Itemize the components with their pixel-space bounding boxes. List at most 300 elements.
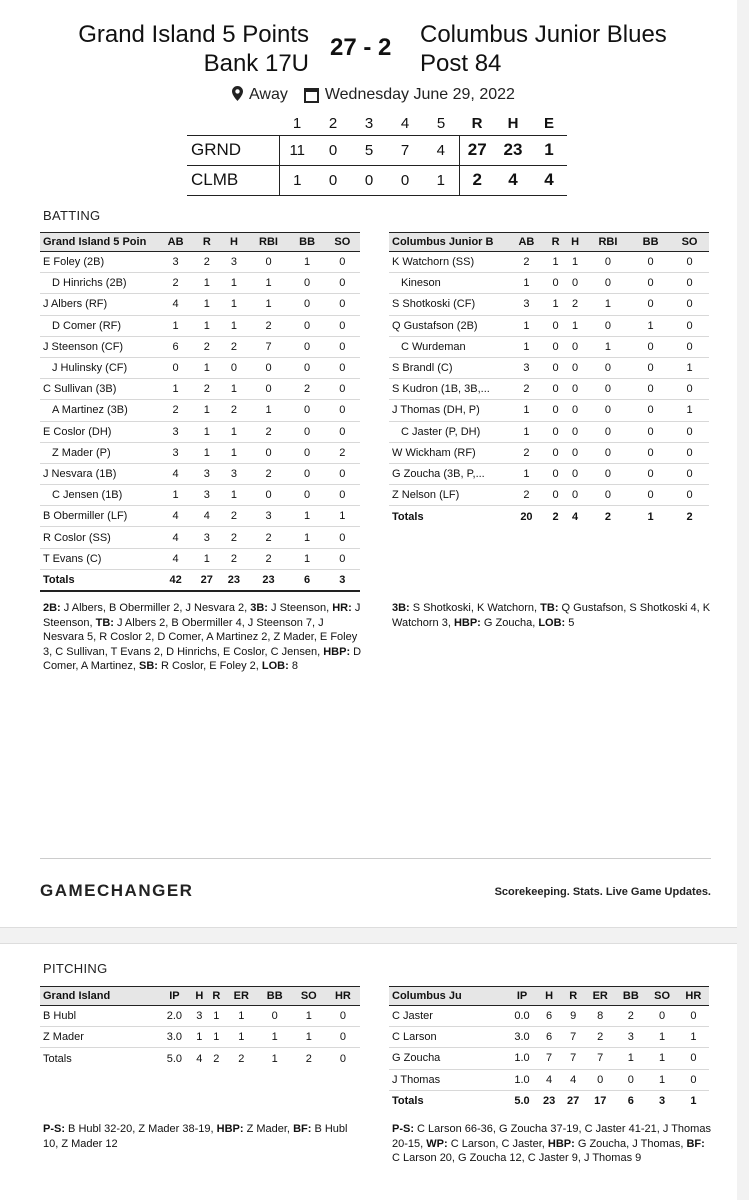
- totals-cell: 23: [542, 1095, 556, 1108]
- table-row: [389, 252, 709, 273]
- away-batting-notes: [392, 601, 712, 630]
- stat-cell: 0: [670, 336, 709, 357]
- totals-cell: 3: [659, 1095, 666, 1108]
- calendar-icon: [304, 88, 319, 103]
- totals-label: Totals: [40, 569, 158, 590]
- stat-cell: 0: [565, 400, 584, 421]
- player-name: Z Nelson (LF): [389, 485, 507, 506]
- stat-col-header: AB: [158, 233, 193, 252]
- stat-cell: 0: [290, 442, 325, 463]
- table-row: [40, 357, 360, 378]
- player-name: C Jaster (P, DH): [389, 421, 507, 442]
- stat-cell: 0: [325, 252, 360, 273]
- totals-row: [389, 1090, 709, 1111]
- linescore-runs: 27: [459, 135, 495, 165]
- gamechanger-logo: GAMECHANGER: [40, 881, 194, 900]
- linescore-team: GRND: [187, 135, 279, 165]
- stat-col-header: H: [565, 233, 584, 252]
- stat-cell: 1: [670, 400, 709, 421]
- note-key: HBP:: [547, 1137, 575, 1150]
- linescore-hits: 23: [495, 135, 531, 165]
- stat-cell: 1: [670, 357, 709, 378]
- stat-col-header: SO: [670, 233, 709, 252]
- totals-cell: 2: [238, 1052, 245, 1065]
- home-batting-table: [40, 232, 360, 592]
- totals-cell: 4: [571, 510, 579, 523]
- stat-cell: 0: [670, 273, 709, 294]
- stat-cell: 3: [193, 463, 220, 484]
- stat-cell: 2: [193, 379, 220, 400]
- stat-col-header: SO: [646, 987, 677, 1006]
- totals-label: Totals: [392, 1095, 424, 1108]
- stat-col-header: R: [561, 987, 585, 1006]
- stat-cell: 0: [670, 463, 709, 484]
- table-row: [389, 400, 709, 421]
- stat-cell: 0: [325, 463, 360, 484]
- stat-cell: 0: [546, 379, 565, 400]
- stat-cell: 1: [248, 400, 290, 421]
- table-row: [389, 273, 709, 294]
- note-key: BF:: [686, 1137, 705, 1150]
- stat-cell: 1: [678, 1027, 709, 1048]
- totals-cell: 17: [594, 1095, 607, 1108]
- stat-cell: 0: [546, 485, 565, 506]
- stat-cell: 1: [208, 1027, 225, 1048]
- stat-cell: 1: [646, 1027, 677, 1048]
- home-team-line1: Grand Island 5 Points: [78, 21, 309, 48]
- linescore-header-row: [187, 113, 567, 135]
- table-row: [40, 485, 360, 506]
- totals-cell: 2: [552, 510, 559, 523]
- stat-cell: 0: [585, 400, 631, 421]
- player-name: C Jensen (1B): [40, 485, 158, 506]
- stat-col-header: HR: [678, 987, 709, 1006]
- stat-cell: 2: [507, 485, 546, 506]
- totals-label: Totals: [392, 510, 424, 523]
- table-row: [389, 1048, 709, 1069]
- stat-cell: 1: [507, 336, 546, 357]
- stat-cell: 1: [292, 1006, 326, 1027]
- note-key: TB:: [95, 616, 114, 629]
- stat-col-header: RBI: [585, 233, 631, 252]
- stat-cell: 0: [290, 294, 325, 315]
- stat-cell: 0: [585, 1069, 615, 1090]
- stat-cell: 0: [565, 485, 584, 506]
- linescore-col-header: E: [543, 115, 554, 133]
- stat-col-header: R: [208, 987, 225, 1006]
- stat-cell: 4: [158, 527, 193, 548]
- stat-cell: 1: [193, 357, 220, 378]
- player-name: J Albers (RF): [40, 294, 158, 315]
- player-name: J Thomas (DH, P): [389, 400, 507, 421]
- stat-cell: 2: [248, 548, 290, 569]
- stat-col-header: IP: [158, 987, 191, 1006]
- stat-cell: 1: [646, 1069, 677, 1090]
- stat-cell: 0: [325, 421, 360, 442]
- stat-cell: 1: [507, 273, 546, 294]
- linescore-hits: 4: [495, 165, 531, 195]
- table-row: [389, 315, 709, 336]
- note-key: HBP:: [323, 645, 351, 658]
- stat-col-header: Grand Island: [40, 987, 158, 1006]
- stat-cell: 6: [537, 1006, 561, 1027]
- stat-cell: 0: [615, 1069, 646, 1090]
- stat-cell: 2: [248, 463, 290, 484]
- stat-col-header: AB: [507, 233, 546, 252]
- totals-cell: 5.0: [514, 1095, 530, 1108]
- stat-cell: 0: [631, 252, 670, 273]
- stat-cell: 1: [507, 421, 546, 442]
- stat-col-header: H: [191, 987, 208, 1006]
- stat-cell: 2.0: [158, 1006, 191, 1027]
- table-row: [40, 442, 360, 463]
- table-row: [389, 357, 709, 378]
- stat-header-row: [389, 233, 709, 252]
- stat-cell: 1: [258, 1027, 292, 1048]
- stat-cell: 2: [565, 294, 584, 315]
- stat-cell: 4: [158, 294, 193, 315]
- stat-cell: 0: [325, 294, 360, 315]
- stat-cell: 7: [248, 336, 290, 357]
- stat-cell: 0: [325, 315, 360, 336]
- stat-cell: 1: [220, 442, 247, 463]
- stat-cell: 1: [225, 1006, 258, 1027]
- stat-cell: 1: [507, 400, 546, 421]
- table-row: [389, 485, 709, 506]
- table-row: [40, 506, 360, 527]
- linescore-inning-cell: 1: [279, 165, 315, 195]
- stat-header-row: [40, 233, 360, 252]
- stat-cell: 0: [290, 336, 325, 357]
- linescore-col-header: H: [507, 115, 519, 133]
- stat-cell: 0: [325, 400, 360, 421]
- stat-cell: 0: [670, 442, 709, 463]
- stat-cell: 7: [561, 1027, 585, 1048]
- totals-cell: 1: [690, 1095, 697, 1108]
- stat-cell: 0: [585, 442, 631, 463]
- away-pitching-table: [389, 986, 709, 1111]
- table-row: [389, 294, 709, 315]
- stat-cell: 0: [565, 273, 584, 294]
- stat-cell: 2: [507, 442, 546, 463]
- linescore-errors: 4: [531, 165, 567, 195]
- stat-cell: 0: [585, 357, 631, 378]
- stat-cell: 0: [546, 421, 565, 442]
- table-row: [40, 527, 360, 548]
- player-name: B Obermiller (LF): [40, 506, 158, 527]
- linescore-col-header: 1: [292, 115, 302, 133]
- stat-cell: 0: [670, 252, 709, 273]
- player-name: Z Mader: [40, 1027, 158, 1048]
- stat-cell: 0: [290, 315, 325, 336]
- away-team-line1: Columbus Junior Blues: [420, 21, 667, 48]
- stat-cell: 1: [193, 273, 220, 294]
- player-name: J Steenson (CF): [40, 336, 158, 357]
- player-name: D Hinrichs (2B): [40, 273, 158, 294]
- stat-cell: 1: [507, 463, 546, 484]
- totals-cell: 2: [305, 1052, 312, 1065]
- stat-cell: 1: [290, 527, 325, 548]
- table-row: [389, 421, 709, 442]
- pitching-page: [0, 943, 737, 1200]
- stat-cell: 0: [220, 357, 247, 378]
- note-key: BF:: [293, 1123, 312, 1135]
- date-text: Wednesday June 29, 2022: [324, 86, 515, 103]
- stat-col-header: SO: [325, 233, 360, 252]
- stat-cell: 2: [193, 336, 220, 357]
- note-key: P-S:: [43, 1123, 65, 1135]
- stat-cell: 0: [631, 421, 670, 442]
- player-name: W Wickham (RF): [389, 442, 507, 463]
- stat-cell: 2: [158, 400, 193, 421]
- game-meta: [232, 86, 515, 104]
- stat-cell: 0: [248, 379, 290, 400]
- player-name: Q Gustafson (2B): [389, 315, 507, 336]
- stat-cell: 1: [193, 442, 220, 463]
- stat-cell: 1: [158, 315, 193, 336]
- stat-cell: 1.0: [507, 1069, 537, 1090]
- stat-col-header: Columbus Junior B: [389, 233, 507, 252]
- note-key: P-S:: [392, 1123, 414, 1135]
- stat-cell: 7: [561, 1048, 585, 1069]
- stat-cell: 3: [193, 485, 220, 506]
- stat-cell: 1: [220, 485, 247, 506]
- stat-cell: 1: [615, 1048, 646, 1069]
- stat-cell: 1: [158, 485, 193, 506]
- stat-cell: 4: [158, 548, 193, 569]
- linescore-row: [187, 165, 567, 195]
- stat-cell: 6: [158, 336, 193, 357]
- stat-cell: 1: [546, 252, 565, 273]
- stat-col-header: BB: [631, 233, 670, 252]
- player-name: J Nesvara (1B): [40, 463, 158, 484]
- stat-cell: 0: [546, 442, 565, 463]
- stat-cell: 3: [220, 252, 247, 273]
- stat-cell: 1: [507, 315, 546, 336]
- stat-cell: 0: [631, 442, 670, 463]
- pitching-label: PITCHING: [43, 961, 108, 976]
- player-name: G Zoucha: [389, 1048, 507, 1069]
- table-row: [389, 1069, 709, 1090]
- note-value: S Shotkoski, K Watchorn,: [409, 602, 541, 614]
- player-name: T Evans (C): [40, 548, 158, 569]
- away-batting-table: [389, 232, 709, 527]
- stat-cell: 4: [537, 1069, 561, 1090]
- table-row: [40, 379, 360, 400]
- stat-col-header: ER: [225, 987, 258, 1006]
- note-key: HR:: [332, 602, 352, 614]
- final-score: 27 - 2: [330, 34, 392, 61]
- totals-label: Totals: [43, 1052, 72, 1065]
- stat-cell: 0: [565, 421, 584, 442]
- stat-cell: 0: [585, 252, 631, 273]
- stat-cell: 1: [565, 252, 584, 273]
- player-name: S Brandl (C): [389, 357, 507, 378]
- stat-cell: 1: [193, 294, 220, 315]
- stat-cell: 0: [670, 315, 709, 336]
- stat-cell: 3.0: [158, 1027, 191, 1048]
- stat-cell: 2: [290, 379, 325, 400]
- stat-cell: 0: [248, 442, 290, 463]
- table-row: [389, 442, 709, 463]
- stat-cell: 0: [546, 273, 565, 294]
- stat-cell: 0: [325, 336, 360, 357]
- stat-cell: 3: [248, 506, 290, 527]
- stat-col-header: Columbus Ju: [389, 987, 507, 1006]
- note-key: TB:: [540, 602, 559, 614]
- stat-cell: 0: [631, 400, 670, 421]
- stat-cell: 1: [158, 379, 193, 400]
- stat-cell: 1: [248, 273, 290, 294]
- stat-cell: 1: [220, 379, 247, 400]
- stat-cell: 2: [220, 400, 247, 421]
- stat-cell: 0: [631, 336, 670, 357]
- stat-cell: 3: [507, 294, 546, 315]
- linescore-inning-cell: 0: [315, 165, 351, 195]
- away-team-name: [420, 20, 730, 78]
- stat-cell: 0: [546, 336, 565, 357]
- totals-cell: 6: [627, 1095, 634, 1108]
- note-value: B Hubl 32-20, Z Mader 38-19,: [65, 1123, 217, 1135]
- stat-cell: 0.0: [507, 1006, 537, 1027]
- stat-cell: 0: [248, 485, 290, 506]
- stat-cell: 2: [585, 1027, 615, 1048]
- note-value: B Hubl 10, Z Mader 12: [43, 1123, 348, 1150]
- note-key: SB:: [138, 660, 158, 672]
- home-pitching-table: [40, 986, 360, 1069]
- stat-cell: 0: [631, 357, 670, 378]
- stat-cell: 2: [158, 273, 193, 294]
- stat-cell: 4: [158, 506, 193, 527]
- player-name: A Martinez (3B): [40, 400, 158, 421]
- note-value: C Larson 66-36, G Zoucha 37-19, C Jaster 41-21, J Thomas 20-15,: [392, 1123, 711, 1150]
- linescore-errors: 1: [531, 135, 567, 165]
- stat-cell: 0: [290, 463, 325, 484]
- table-row: [40, 1027, 360, 1048]
- stat-cell: 0: [565, 357, 584, 378]
- stat-cell: 0: [546, 315, 565, 336]
- stat-cell: 0: [258, 1006, 292, 1027]
- player-name: R Coslor (SS): [40, 527, 158, 548]
- player-name: Kineson: [389, 273, 507, 294]
- stat-cell: 0: [248, 357, 290, 378]
- batting-label: BATTING: [43, 208, 101, 223]
- stat-cell: 0: [565, 379, 584, 400]
- stat-cell: 0: [585, 421, 631, 442]
- table-row: [40, 400, 360, 421]
- stat-cell: 0: [290, 273, 325, 294]
- player-name: E Foley (2B): [40, 252, 158, 273]
- note-key: 2B:: [43, 602, 61, 614]
- stat-cell: 9: [561, 1006, 585, 1027]
- stat-cell: 0: [326, 1027, 360, 1048]
- stat-cell: 3: [615, 1027, 646, 1048]
- note-key: HBP:: [453, 616, 481, 629]
- stat-cell: 1: [290, 252, 325, 273]
- totals-cell: 27: [567, 1095, 580, 1108]
- linescore-col-header: 3: [364, 115, 374, 133]
- stat-cell: 3: [158, 252, 193, 273]
- stat-cell: 1: [290, 548, 325, 569]
- stat-cell: 2: [220, 506, 247, 527]
- stat-col-header: RBI: [248, 233, 290, 252]
- stat-cell: 0: [670, 421, 709, 442]
- stat-cell: 1: [248, 294, 290, 315]
- stat-col-header: IP: [507, 987, 537, 1006]
- home-team-line2: Bank 17U: [203, 50, 309, 77]
- player-name: D Comer (RF): [40, 315, 158, 336]
- totals-cell: 23: [220, 569, 247, 590]
- note-key: LOB:: [261, 660, 289, 672]
- table-row: [389, 336, 709, 357]
- stat-cell: 0: [670, 294, 709, 315]
- player-name: Z Mader (P): [40, 442, 158, 463]
- note-value: R Coslor, E Foley 2,: [157, 660, 262, 672]
- stat-cell: 1: [191, 1027, 208, 1048]
- home-team-name: [9, 20, 309, 78]
- linescore-inning-cell: 1: [423, 165, 459, 195]
- note-key: 3B:: [392, 602, 410, 614]
- linescore-team: CLMB: [187, 165, 279, 195]
- player-name: C Larson: [389, 1027, 507, 1048]
- stat-cell: 3: [507, 357, 546, 378]
- stat-cell: 1: [585, 294, 631, 315]
- stat-cell: 1: [290, 506, 325, 527]
- stat-cell: 8: [585, 1006, 615, 1027]
- note-value: Q Gustafson, S Shotkoski 4, K Watchorn 3,: [392, 602, 711, 629]
- stat-cell: 3: [158, 421, 193, 442]
- stat-cell: 3.0: [507, 1027, 537, 1048]
- note-value: J Albers, B Obermiller 2, J Nesvara 2,: [60, 602, 251, 614]
- note-key: 3B:: [250, 602, 268, 614]
- totals-cell: 0: [339, 1052, 346, 1065]
- note-value: 5: [565, 616, 575, 629]
- stat-cell: 4: [561, 1069, 585, 1090]
- stat-cell: 1: [646, 1048, 677, 1069]
- stat-cell: 0: [565, 463, 584, 484]
- stat-cell: 0: [678, 1069, 709, 1090]
- stat-cell: 0: [325, 527, 360, 548]
- stat-cell: 0: [248, 252, 290, 273]
- stat-cell: 1: [631, 315, 670, 336]
- stat-cell: 0: [325, 548, 360, 569]
- table-row: [40, 252, 360, 273]
- note-value: G Zoucha, J Thomas,: [574, 1137, 687, 1150]
- linescore-col-header: 2: [328, 115, 338, 133]
- stat-cell: 1.0: [507, 1048, 537, 1069]
- note-value: Z Mader,: [243, 1123, 294, 1135]
- totals-cell: 1: [647, 510, 654, 523]
- stat-cell: 6: [537, 1027, 561, 1048]
- stat-cell: 1: [585, 336, 631, 357]
- totals-cell: 20: [520, 510, 533, 523]
- stat-cell: 1: [292, 1027, 326, 1048]
- player-name: C Wurdeman: [389, 336, 507, 357]
- table-row: [40, 463, 360, 484]
- table-row: [389, 463, 709, 484]
- away-team-line2: Post 84: [420, 50, 502, 77]
- linescore-inning-cell: 5: [351, 135, 387, 165]
- stat-cell: 0: [646, 1006, 677, 1027]
- totals-row: [40, 569, 360, 590]
- stat-cell: 0: [158, 357, 193, 378]
- note-value: C Larson 20, G Zoucha 12, C Jaster 9, J Thomas 9: [392, 1152, 642, 1164]
- linescore-col-header: R: [471, 115, 483, 133]
- stat-cell: 3: [220, 463, 247, 484]
- stat-col-header: Grand Island 5 Poin: [40, 233, 158, 252]
- home-batting-notes: [43, 601, 363, 674]
- stat-cell: 2: [220, 548, 247, 569]
